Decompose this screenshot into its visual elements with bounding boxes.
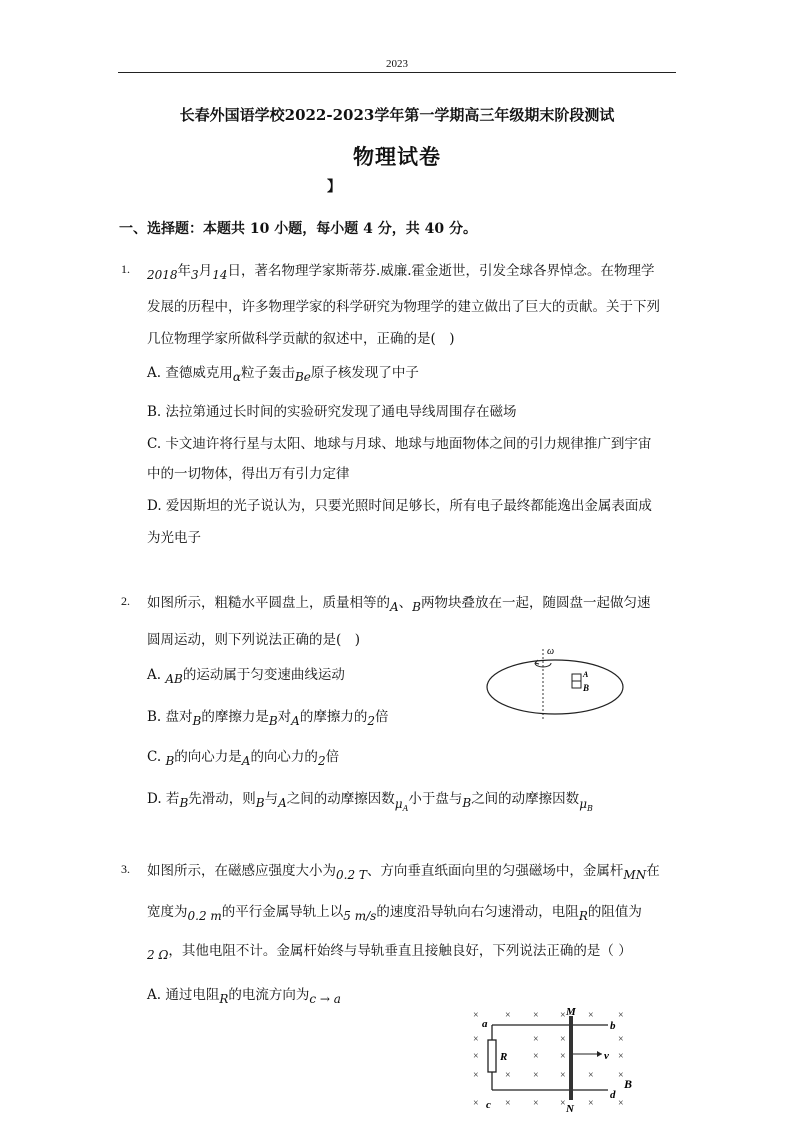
question-2-number: 2.: [121, 594, 130, 608]
q2-b-text: 的摩擦力的: [299, 709, 368, 725]
q1-option-d-line-2: 为光电子: [147, 530, 201, 546]
q3-text: 的阻值为: [587, 904, 642, 920]
field-cross: ×: [618, 1051, 624, 1062]
disc-ellipse: [487, 660, 623, 714]
q1-a-text: A. 查德威克用: [147, 365, 233, 381]
label-b: b: [610, 1020, 616, 1032]
q1-option-c-line-1: C. 卡文迪许将行星与太阳、地球与月球、地球与地面物体之间的引力规律推广到宇宙: [147, 436, 652, 452]
question-2-line-2: 圆周运动，则下列说法正确的是( ): [147, 632, 361, 648]
q3-text: 的速度沿导轨向右匀速滑动，电阻: [376, 904, 579, 920]
q2-var-a: A: [390, 600, 399, 614]
q2-c-text: 的向心力的: [250, 749, 318, 765]
q1-text: 日，著名物理学家斯蒂芬.威廉.霍金逝世，引发全球各界悼念。在物理学: [227, 263, 655, 279]
field-cross: ×: [618, 1034, 624, 1045]
label-a: a: [482, 1018, 488, 1030]
q3-circuit-figure: [470, 1004, 638, 1116]
school-title: 长春外国语学校2022-2023学年第一学期高三年级期末阶段测试: [179, 106, 615, 124]
q1-option-a: [147, 361, 419, 384]
q2-var-b: B: [268, 714, 278, 728]
label-v: v: [604, 1050, 609, 1062]
q1-a-text: 原子核发现了中子: [310, 365, 419, 381]
q2-d-text: 小于盘与: [408, 791, 463, 807]
field-cross: ×: [473, 1010, 479, 1021]
q1-option-c-line-2: 中的一切物体，得出万有引力定律: [147, 466, 350, 482]
question-1-line-3: 几位物理学家所做科学贡献的叙述中，正确的是( ): [147, 331, 455, 347]
q2-var-ab: AB: [165, 672, 183, 686]
question-1-line-1: [147, 259, 655, 282]
q2-option-a: [147, 663, 345, 686]
q2-var-b: B: [165, 754, 175, 768]
be-symbol: Be: [294, 370, 311, 384]
block-b-label: B: [583, 683, 590, 693]
q2-c-text: 倍: [325, 749, 340, 765]
label-field-b: B: [624, 1077, 633, 1091]
field-cross: ×: [588, 1010, 594, 1021]
q3-text: 宽度为: [147, 904, 188, 920]
q2-var-b: B: [255, 796, 265, 810]
q2-text: 两物块叠放在一起，随圆盘一起做匀速: [421, 595, 651, 611]
resistor-r: [488, 1040, 496, 1072]
q1-year: 2018: [147, 268, 178, 282]
q1-option-d-line-1: D. 爱因斯坦的光子说认为，只要光照时间足够长，所有电子最终都能逸出金属表面成: [147, 498, 652, 514]
question-3-line-2: [147, 900, 642, 923]
q3-a-text: 的电流方向为: [228, 987, 310, 1003]
q2-b-text: B. 盘对: [147, 709, 193, 725]
rod-mn: [569, 1016, 573, 1100]
q2-b-text: 的摩擦力是: [201, 709, 269, 725]
question-3-line-3: [147, 939, 632, 962]
field-cross: ×: [505, 1010, 511, 1021]
q2-var-a: A: [241, 754, 251, 768]
section-heading: 一、选择题：本题共 10 小题，每小题 4 分，共 40 分。: [119, 221, 477, 237]
q3-text: 在: [646, 863, 660, 879]
field-cross: ×: [533, 1070, 539, 1081]
q2-var-b: B: [412, 600, 421, 614]
q1-a-text: 粒子轰击: [240, 365, 295, 381]
field-cross: ×: [560, 1034, 566, 1045]
q1-month: 3: [191, 268, 199, 282]
mu-symbol: μ: [394, 797, 403, 811]
field-cross: ×: [560, 1010, 566, 1021]
q2-c-text: C.: [147, 749, 166, 765]
q1-text: 年: [177, 263, 192, 279]
block-b: [572, 681, 581, 688]
q2-var-b: B: [462, 796, 472, 810]
q3-a-text: A. 通过电阻: [147, 987, 220, 1003]
q3-resistor-label: R: [578, 909, 588, 923]
field-cross: ×: [560, 1051, 566, 1062]
field-cross: ×: [533, 1051, 539, 1062]
field-cross: ×: [560, 1098, 566, 1109]
field-cross: ×: [533, 1010, 539, 1021]
mu-b-symbol: [579, 797, 593, 811]
field-cross: ×: [588, 1098, 594, 1109]
q3-current-direction: c → a: [309, 992, 341, 1006]
q2-a-text: 的运动属于匀变速曲线运动: [182, 667, 345, 683]
q2-a-text: A.: [147, 667, 166, 683]
mu-subscript: B: [587, 804, 593, 813]
q2-d-text: 先滑动，则: [188, 791, 256, 807]
q2-d-text: 之间的动摩擦因数: [286, 791, 395, 807]
q2-var-a: A: [291, 714, 300, 728]
q3-option-a: [147, 983, 341, 1006]
omega-label: ω: [547, 646, 555, 657]
header-year: 2023: [386, 58, 408, 70]
mu-subscript: A: [402, 804, 409, 813]
q2-option-d: [147, 787, 593, 813]
q3-text: 的平行金属导轨上以: [221, 904, 344, 920]
q2-var-b: B: [192, 714, 202, 728]
field-cross: ×: [618, 1098, 624, 1109]
q3-text: 、方向垂直纸面向里的匀强磁场中，金属杆: [366, 863, 624, 879]
velocity-arrow-head: [597, 1051, 602, 1057]
q1-option-b: B. 法拉第通过长时间的实验研究发现了通电导线周围存在磁场: [147, 404, 517, 420]
q2-d-text: D. 若: [147, 791, 180, 807]
q2-var-a: A: [278, 796, 287, 810]
field-cross: ×: [473, 1034, 479, 1045]
stray-mark: 】: [327, 179, 341, 195]
q2-disc-figure: [483, 641, 629, 723]
question-2-line-1: [147, 591, 651, 614]
field-cross: ×: [588, 1070, 594, 1081]
q3-resistance-value: 2 Ω: [147, 948, 169, 962]
q2-text: 如图所示，粗糙水平圆盘上，质量相等的: [147, 595, 390, 611]
q2-number: 2: [317, 754, 326, 768]
q2-d-text: 之间的动摩擦因数: [471, 791, 580, 807]
question-3-number: 3.: [121, 862, 130, 876]
header-rule: [118, 72, 676, 73]
q3-width-value: 0.2 m: [187, 909, 222, 923]
label-m: M: [566, 1006, 576, 1018]
q1-text: 月: [198, 263, 213, 279]
q3-resistor-label: R: [219, 992, 229, 1006]
subject-title: 物理试卷: [353, 144, 441, 169]
q2-var-b: B: [179, 796, 189, 810]
label-n: N: [566, 1103, 574, 1115]
question-1-number: 1.: [121, 262, 130, 276]
q3-speed-value: 5 m/s: [343, 909, 377, 923]
field-cross: ×: [533, 1098, 539, 1109]
label-c: c: [486, 1099, 491, 1111]
field-cross: ×: [560, 1070, 566, 1081]
alpha-symbol: α: [232, 370, 241, 384]
field-cross: ×: [618, 1010, 624, 1021]
question-3-line-1: [147, 859, 660, 882]
q3-text: 如图所示，在磁感应强度大小为: [147, 863, 336, 879]
label-d: d: [610, 1089, 616, 1101]
q3-text: ，其他电阻不计。金属杆始终与导轨垂直且接触良好，下列说法正确的是（ ）: [168, 943, 632, 959]
q2-option-c: [147, 745, 340, 768]
field-cross: ×: [505, 1098, 511, 1109]
q1-day: 14: [212, 268, 228, 282]
q3-rod-label: MN: [623, 868, 647, 882]
field-cross: ×: [473, 1098, 479, 1109]
q2-b-text: 倍: [374, 709, 389, 725]
field-cross: ×: [533, 1034, 539, 1045]
q2-number: 2: [367, 714, 375, 728]
field-cross: ×: [473, 1070, 479, 1081]
q2-c-text: 的向心力是: [174, 749, 242, 765]
q2-d-text: 与: [264, 791, 279, 807]
field-cross: ×: [473, 1051, 479, 1062]
label-r: R: [500, 1051, 508, 1063]
field-cross: ×: [618, 1070, 624, 1081]
block-a: [572, 674, 581, 681]
block-a-label: A: [583, 670, 589, 679]
mu-symbol: μ: [579, 797, 587, 811]
q2-text: 、: [398, 595, 413, 611]
q3-field-value: 0.2 T: [336, 868, 367, 882]
question-1-line-2: 发展的历程中，许多物理学家的科学研究为物理学的建立做出了巨大的贡献。关于下列: [147, 299, 660, 315]
mu-a-symbol: [395, 797, 409, 811]
q2-b-text: 对: [277, 709, 292, 725]
q2-option-b: [147, 705, 389, 728]
field-cross: ×: [505, 1070, 511, 1081]
